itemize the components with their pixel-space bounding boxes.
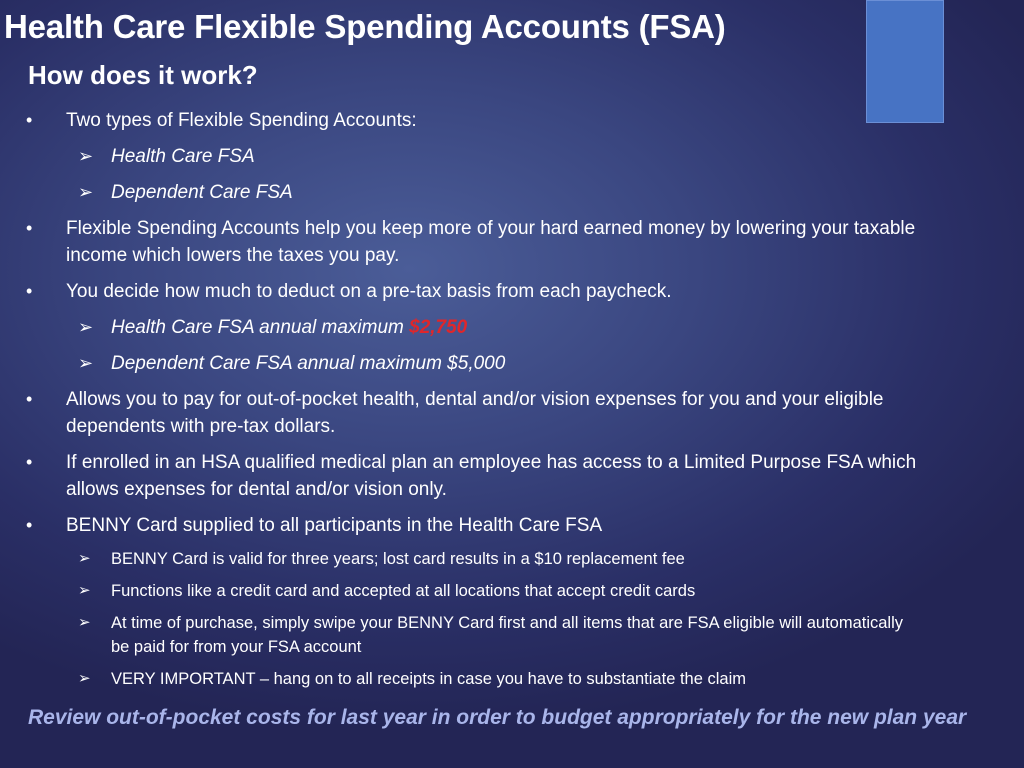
- bullet-icon: •: [26, 515, 33, 535]
- sub-bullet-health-care-fsa: Health Care FSA: [111, 146, 255, 167]
- arrow-bullet-icon: ➢: [78, 550, 91, 567]
- arrow-bullet-icon: ➢: [78, 670, 91, 687]
- arrow-bullet-icon: ➢: [78, 582, 91, 599]
- bullet-fsa-types: Two types of Flexible Spending Accounts:: [66, 110, 417, 131]
- sub-bullet-health-care-max: [111, 314, 467, 341]
- health-care-max-amount: $2,750: [409, 317, 468, 338]
- bullet-icon: •: [26, 281, 33, 301]
- bullet-tax-savings-line1: Flexible Spending Accounts help you keep more of your hard earned money by lowering your taxable: [66, 218, 916, 239]
- health-care-max-label: Health Care FSA annual maximum: [111, 317, 410, 338]
- accent-block: [866, 0, 944, 123]
- bullet-deduction: You decide how much to deduct on a pre-tax basis from each paycheck.: [66, 281, 672, 302]
- sub-bullet-dependent-care-max: Dependent Care FSA annual maximum $5,000: [111, 353, 506, 374]
- sub-bullet-benny-swipe-line2: be paid for from your FSA account: [111, 638, 362, 656]
- sub-bullet-dependent-care-fsa: Dependent Care FSA: [111, 182, 293, 203]
- bullet-icon: •: [26, 218, 33, 238]
- sub-bullet-benny-credit-card: Functions like a credit card and accepted at all locations that accept credit cards: [111, 582, 696, 600]
- bullet-benny-card: BENNY Card supplied to all participants in the Health Care FSA: [66, 515, 603, 536]
- arrow-bullet-icon: ➢: [78, 146, 94, 166]
- slide-subtitle: How does it work?: [28, 60, 258, 90]
- bullet-limited-fsa-line1: If enrolled in an HSA qualified medical plan an employee has access to a Limited Purpose FSA which: [66, 452, 917, 473]
- sub-bullet-benny-validity: BENNY Card is valid for three years; lost card results in a $10 replacement fee: [111, 550, 685, 568]
- arrow-bullet-icon: ➢: [78, 182, 94, 202]
- bullet-tax-savings-line2: income which lowers the taxes you pay.: [66, 245, 400, 266]
- bullet-icon: •: [26, 452, 33, 472]
- bullet-limited-fsa-line2: allows expenses for dental and/or vision only.: [66, 479, 447, 500]
- bullet-icon: •: [26, 389, 33, 409]
- bullet-expenses-line1: Allows you to pay for out-of-pocket health, dental and/or vision expenses for you and your eligible: [66, 389, 884, 410]
- arrow-bullet-icon: ➢: [78, 353, 94, 373]
- sub-bullet-receipts: VERY IMPORTANT – hang on to all receipts in case you have to substantiate the claim: [111, 670, 746, 688]
- slide-title: Health Care Flexible Spending Accounts (FSA): [4, 8, 726, 45]
- arrow-bullet-icon: ➢: [78, 317, 94, 337]
- bullet-icon: •: [26, 110, 33, 130]
- sub-bullet-benny-swipe-line1: At time of purchase, simply swipe your BENNY Card first and all items that are FSA eligible will automatically: [111, 614, 904, 632]
- bullet-expenses-line2: dependents with pre-tax dollars.: [66, 416, 336, 437]
- footer-note: Review out-of-pocket costs for last year in order to budget appropriately for the new plan year: [28, 706, 967, 729]
- arrow-bullet-icon: ➢: [78, 614, 91, 631]
